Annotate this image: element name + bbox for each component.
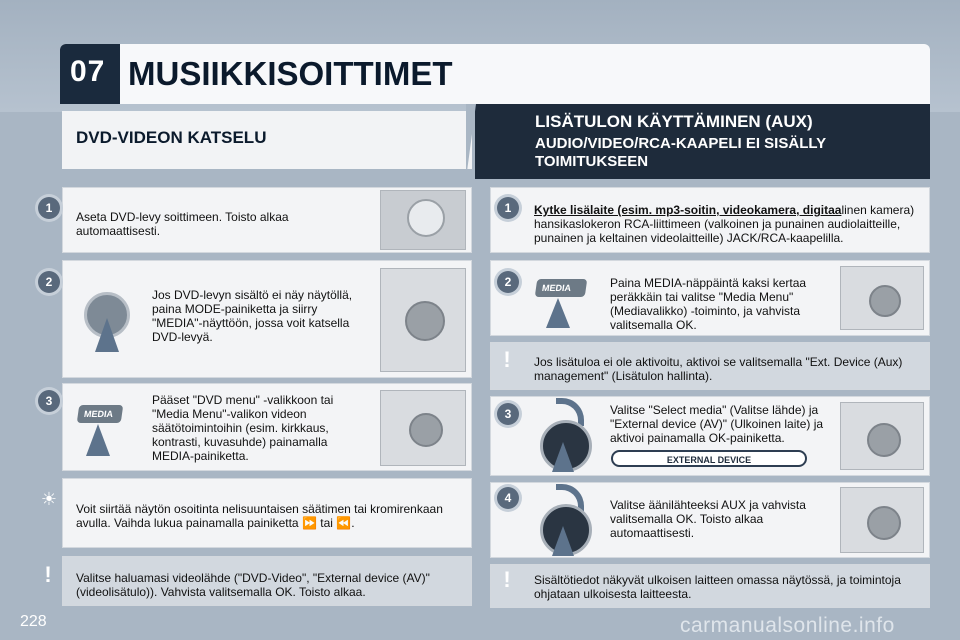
radio-panel-image	[380, 390, 466, 466]
step-number: 2	[38, 271, 60, 293]
warning-text: Sisältötiedot näkyvät ulkoisen laitteen omassa näytössä, ja toimintoja ohjataan ulkoisesta laitteesta.	[534, 573, 901, 601]
external-device-badge: EXTERNAL DEVICE	[611, 450, 807, 467]
step-number: 1	[497, 197, 519, 219]
step-number: 1	[38, 197, 60, 219]
radio-panel-image	[840, 402, 924, 470]
step-number: 2	[497, 271, 519, 293]
dvd-player-image	[380, 190, 466, 250]
forward-icon: ⏩	[301, 516, 317, 530]
warning-text: Valitse haluamasi videolähde ("DVD-Video", "External device (AV)" (videolisätulo)). Vahvista valitsemalla OK. Toisto alkaa.	[76, 571, 430, 599]
arrow-up-icon	[552, 526, 574, 556]
tip-sun-icon: ☀	[40, 489, 58, 509]
arrow-up-icon	[86, 424, 110, 456]
step-text: Kytke lisälaite (esim. mp3-soitin, videokamera, digitaalinen kamera) hansikaslokeron RCA-liittimeen (valkoinen ja punainen audiolaitteille, punainen ja keltainen videolaitteille) JACK/RCA-kaapelilla.	[534, 203, 915, 245]
step-text: Paina MEDIA-näppäintä kaksi kertaa peräkkäin tai valitse "Media Menu" (Mediavalikko) -toiminto, ja vahvista valitsemalla OK.	[610, 276, 807, 332]
back-icon: ⏪	[336, 516, 352, 530]
step-text: Valitse äänilähteeksi AUX ja vahvista valitsemalla OK. Toisto alkaa automaattisesti.	[610, 498, 806, 540]
disc-icon	[407, 199, 445, 237]
radio-panel-image	[840, 487, 924, 553]
warning-icon: !	[44, 562, 52, 587]
arrow-up-icon	[552, 442, 574, 472]
media-button-icon: MEDIA	[77, 405, 124, 423]
step-number: 3	[38, 390, 60, 412]
chapter-number: 07	[70, 55, 106, 88]
left-section-title: DVD-VIDEON KATSELU	[76, 128, 267, 147]
tip-text: Voit siirtää näytön osoitinta nelisuuntaisen säätimen tai kromirenkaan avulla. Vaihda lukua painamalla painiketta ⏩ tai ⏪.	[76, 502, 443, 530]
radio-panel-image	[380, 268, 466, 372]
arrow-up-icon	[95, 318, 119, 352]
arrow-up-icon	[546, 298, 570, 328]
warning-icon: !	[503, 347, 511, 372]
step-number: 3	[497, 403, 519, 425]
page-title: MUSIIKKISOITTIMET	[128, 55, 453, 92]
warning-icon: !	[503, 567, 511, 592]
right-section-title: LISÄTULON KÄYTTÄMINEN (AUX)	[535, 112, 813, 131]
radio-panel-image	[840, 266, 924, 330]
step-text: Valitse "Select media" (Valitse lähde) ja "External device (AV)" (Ulkoinen laite) ja aktivoi painamalla OK-painiketta.	[610, 403, 824, 445]
right-section-subtitle: AUDIO/VIDEO/RCA-KAAPELI EI SISÄLLY TOIMITUKSEEN	[535, 135, 826, 170]
step-text: Jos DVD-levyn sisältö ei näy näytöllä, paina MODE-painiketta ja siirry "MEDIA"-näyttöön, jossa voit katsella DVD-levyä.	[152, 288, 353, 344]
step-text: Aseta DVD-levy soittimeen. Toisto alkaa automaattisesti.	[76, 210, 289, 238]
step-number: 4	[497, 487, 519, 509]
media-button-icon: MEDIA	[535, 279, 588, 297]
page-number: 228	[20, 613, 47, 630]
warning-text: Jos lisätuloa ei ole aktivoitu, aktivoi se valitsemalla "Ext. Device (Aux) management" (Lisätulon hallinta).	[534, 355, 903, 383]
watermark: carmanualsonline.info	[680, 614, 895, 637]
step-text: Pääset "DVD menu" -valikkoon tai "Media Menu"-valikon videon säätötoimintoihin (esim. kirkkaus, kontrasti, kuvasuhde) painamalla MEDIA-painiketta.	[152, 393, 334, 463]
